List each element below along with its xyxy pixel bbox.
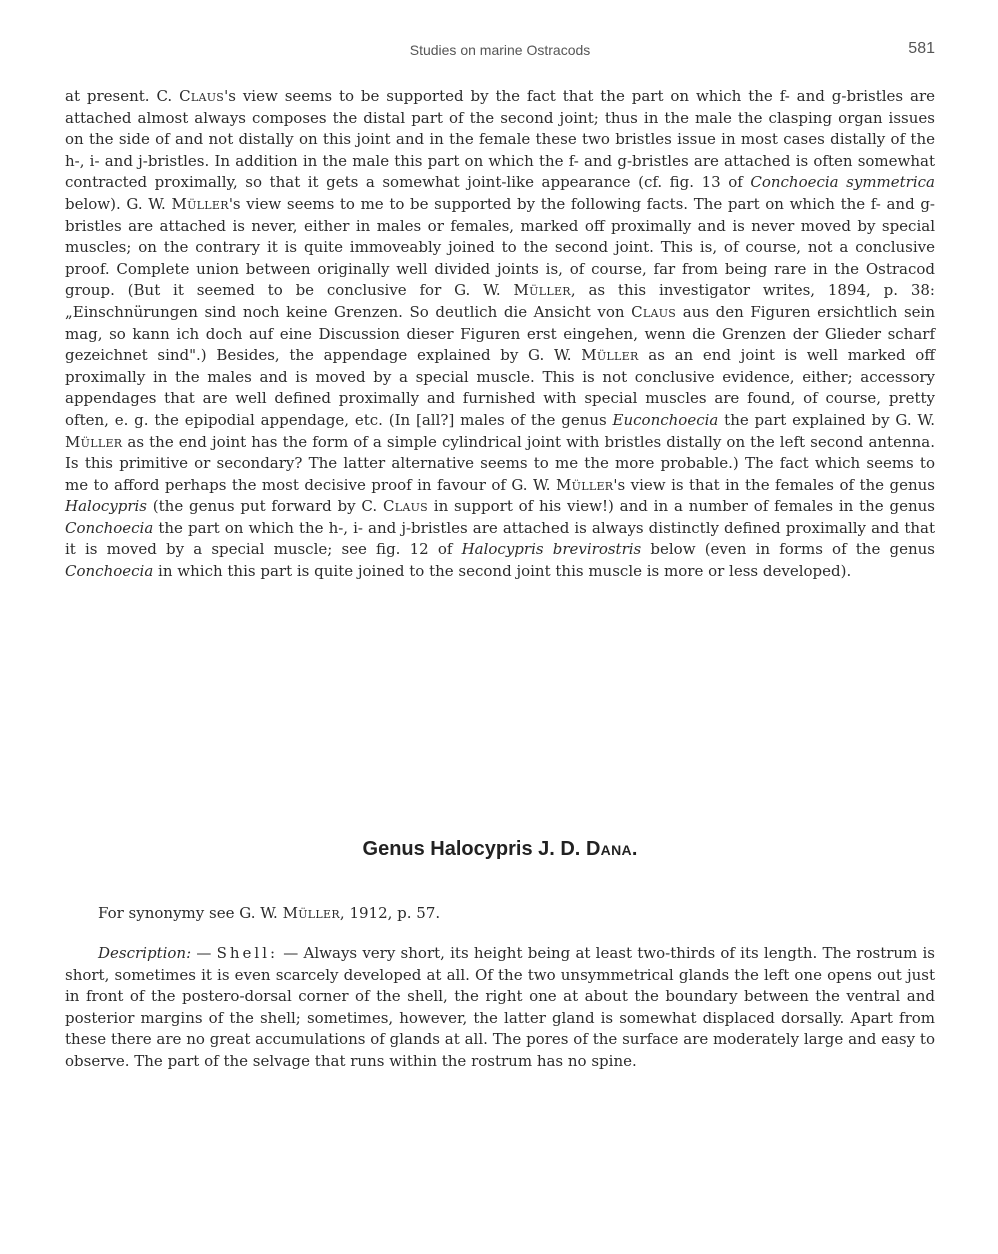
running-header xyxy=(65,42,935,62)
text-run: as an end joint is well marked off proximally in the males and is moved by a special muscle. This is not conclusive evidence, either; accessory appendages that are well defined proximally and furnished with special muscles are found, of course, pretty often, e. g. the epipodial appendage, etc. (In [all?] males of the genus xyxy=(65,346,935,429)
synonymy-line xyxy=(98,903,935,925)
text-run: For synonymy see G. W. xyxy=(98,904,283,922)
dash: — xyxy=(191,944,217,962)
author-name: Claus xyxy=(631,302,677,321)
author-name: Claus xyxy=(382,497,428,516)
text-run: the part explained by G. W. xyxy=(718,410,935,429)
text-run: in which this part is quite joined to the second joint this muscle is more or less developed). xyxy=(153,562,852,581)
text-run: the part on which the h-, i- and j-bristles are attached is always distinctly defined proximally and that it is moved by a special muscle; see fig. 12 of xyxy=(65,518,935,559)
text-run: at present. C. xyxy=(65,87,180,105)
author-name: Müller xyxy=(556,475,614,494)
description-label: Description: xyxy=(98,944,192,962)
dash: — xyxy=(278,944,304,962)
genus-title: Genus Halocypris J. D. xyxy=(362,838,586,860)
text-run: 's view seems to be supported by the fact that the part on which the f- and g-bristles are attached almost always composes the distal part of the second joint; thus in the male the clasping organ issues on the side of and not distally on this joint and in the female these two bristles issue in most cases distally of the h-, i- and j-bristles. In addition in the male this part on which the f- and g-bristles are attached is often somewhat contracted proximally, so that it gets a somewhat joint-like appearance (cf. fig. 13 of xyxy=(65,87,935,192)
text-run: 's view seems to me to be supported by the following facts. The part on which the f- and g-bristles are attached is never, either in males or females, marked off proximally and is never moved by special muscles; on the contrary it is quite immoveably joined to the second joint. This is, of course, not a conclusive proof. Complete union between originally well divided joints is, of course, far from being rare in the Ostracod group. (But it seemed to be conclusive for G. W. xyxy=(65,194,935,300)
text-run: (the genus put forward by C. xyxy=(147,497,383,516)
taxon-name: Conchoecia xyxy=(65,562,154,581)
text-run: below (even in forms of the genus xyxy=(641,540,935,559)
taxon-name: Halocypris xyxy=(65,497,147,516)
text-run: in support of his view!) and in a number of females in the genus xyxy=(427,497,935,516)
text-run: below). G. W. xyxy=(65,194,172,213)
text-run: , as this investigator writes, 1894, p. 38: „Einschnürungen sind noch keine Grenzen. So deutlich die Ansicht von xyxy=(65,281,935,321)
text-run: 's view is that in the females of the genus xyxy=(613,475,935,494)
text-run: , 1912, p. 57. xyxy=(339,904,441,922)
genus-title-end: . xyxy=(631,838,638,860)
shell-label: Shell: xyxy=(216,944,279,962)
running-title: Studies on marine Ostracods xyxy=(409,42,591,58)
author-name: Müller xyxy=(171,194,229,213)
description-paragraph xyxy=(65,943,935,1073)
author-name: Claus xyxy=(179,87,225,105)
description-text: Always very short, its height being at least two-thirds of its length. The rostrum is short, sometimes it is even scarcely developed at all. Of the two unsymmetrical glands the left one opens out just in front of the postero-dorsal corner of the shell, the right one at about the boundary between the ventral and posterior margins of the shell; sometimes, however, the latter gland is somewhat displaced dorsally. Apart from these there are no great accumulations of glands at all. The pores of the surface are moderately large and easy to observe. The part of the selvage that runs within the rostrum has no spine. xyxy=(65,944,935,1070)
genus-author: Dana xyxy=(585,838,632,860)
page-number: 581 xyxy=(908,40,935,57)
text-run: aus den Figuren ersichtlich sein mag, so kann ich doch auf eine Discussion dieser Figuren erst eingehen, wenn die Grenzen der Glieder scharf gezeichnet sind".) Besides, the appendage explained by G. W. xyxy=(65,302,935,365)
genus-heading xyxy=(65,838,935,861)
author-name: Müller xyxy=(282,904,340,922)
author-name: Müller xyxy=(65,432,123,451)
taxon-name: Conchoecia xyxy=(65,518,154,537)
taxon-name: Halocypris brevirostris xyxy=(461,540,642,559)
taxon-name: Conchoecia symmetrica xyxy=(750,173,935,192)
author-name: Müller xyxy=(581,346,639,365)
body-paragraph xyxy=(65,86,935,583)
author-name: Müller xyxy=(513,281,571,300)
text-run: as the end joint has the form of a simple cylindrical joint with bristles distally on the left second antenna. Is this primitive or secondary? The latter alternative seems to me the more probable.) The fact which seems to me to afford perhaps the most decisive proof in favour of G. W. xyxy=(65,432,935,494)
taxon-name: Euconchoecia xyxy=(612,410,719,429)
